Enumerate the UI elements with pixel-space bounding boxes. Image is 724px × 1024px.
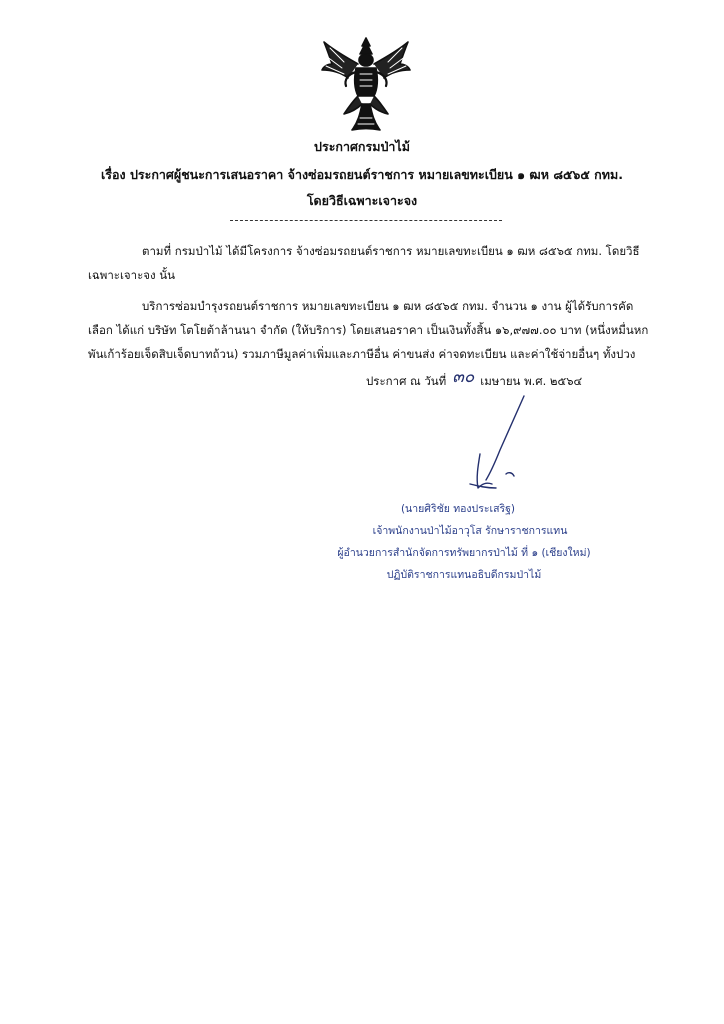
- date-suffix: เมษายน พ.ศ. ๒๕๖๔: [480, 374, 583, 388]
- date-day-handwritten: ๓๐: [452, 367, 475, 387]
- announcement-date: [366, 367, 583, 389]
- paragraph1-line2: เฉพาะเจาะจง นั้น: [88, 268, 176, 282]
- agency-title: ประกาศกรมป่าไม้: [314, 139, 410, 154]
- paragraph2-line1: บริการซ่อมบำรุงรถยนต์ราชการ หมายเลขทะเบียน ๑ ฒห ๘๕๖๕ กทม. จำนวน ๑ งาน ผู้ได้รับการคัด: [142, 299, 634, 313]
- handwritten-signature-icon: [456, 392, 546, 502]
- paragraph2-line2: เลือก ได้แก่ บริษัท โตโยต้าล้านนา จำกัด (ให้บริการ) โดยเสนอราคา เป็นเงินทั้งสิ้น ๑๖,๙๗๗.๐๐ บาท (หนึ่งหมื่นหก: [88, 323, 649, 337]
- paragraph2-line3: พันเก้าร้อยเจ็ดสิบเจ็ดบาทถ้วน) รวมภาษีมูลค่าเพิ่มและภาษีอื่น ค่าขนส่ง ค่าจดทะเบียน และค่าใช้จ่ายอื่นๆ ทั้งปวง: [88, 347, 636, 361]
- paragraph1-line1: ตามที่ กรมป่าไม้ ได้มีโครงการ จ้างซ่อมรถยนต์ราชการ หมายเลขทะเบียน ๑ ฒห ๘๕๖๕ กทม. โดยวิธี: [142, 244, 640, 258]
- signer-position1: เจ้าพนักงานป่าไม้อาวุโส รักษาราชการแทน: [372, 525, 568, 537]
- subject-line: เรื่อง ประกาศผู้ชนะการเสนอราคา จ้างซ่อมรถยนต์ราชการ หมายเลขทะเบียน ๑ ฒห ๘๕๖๕ กทม.: [101, 167, 623, 182]
- signer-name: (นายศิริชัย ทองประเสริฐ): [400, 503, 516, 515]
- signer-position2: ผู้อำนวยการสำนักจัดการทรัพยากรป่าไม้ ที่ ๑ (เชียงใหม่): [337, 547, 591, 559]
- signer-position3: ปฏิบัติราชการแทนอธิบดีกรมป่าไม้: [386, 569, 542, 581]
- divider: [230, 220, 502, 221]
- method-line: โดยวิธีเฉพาะเจาะจง: [306, 193, 418, 208]
- garuda-emblem-icon: [318, 34, 414, 134]
- date-prefix: ประกาศ ณ วันที่: [366, 374, 447, 388]
